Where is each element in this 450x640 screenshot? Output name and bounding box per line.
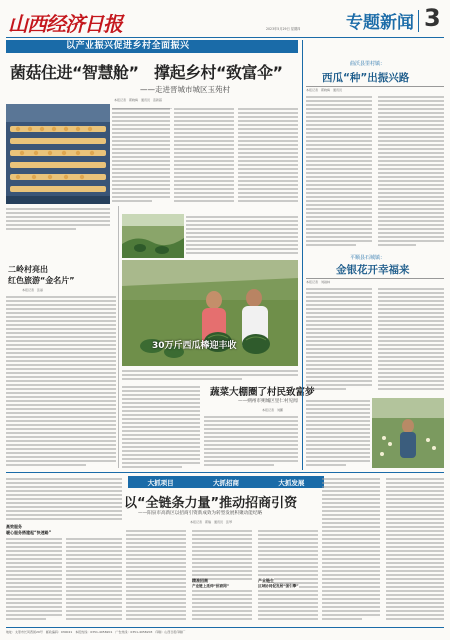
- feature-subheadline: ——朔州市朔城区里仁村见闻: [238, 399, 298, 404]
- feature-body: [204, 414, 298, 470]
- bottom-subhead-1: 精准招商: [192, 578, 208, 583]
- bottom-right-body: [322, 476, 444, 624]
- mushroom-caption: [6, 206, 110, 232]
- footer-text: 地址：太原市长风西街29号 邮政编码：030021 本报热线：0351-4058201 广告热线：0351-4058203 印刷：山西日报印刷厂: [6, 630, 186, 634]
- bottom-mid-body: [126, 528, 318, 624]
- bottom-left-subhead: 高效服务: [6, 524, 22, 529]
- watermelon-caption: [122, 368, 298, 380]
- middle-text-block: [186, 214, 298, 258]
- masthead-divider: [418, 10, 419, 32]
- melon-field-photo: [122, 214, 184, 258]
- left-article-headline-2: 红色旅游“金名片”: [8, 276, 75, 285]
- bottom-banner-item-1: 大抓项目: [147, 478, 174, 487]
- bottom-subhead-3: 产业链生: [258, 578, 274, 583]
- top-banner: [6, 40, 298, 53]
- bottom-subhead-2: 产业链上延伸“招商网”: [192, 584, 230, 588]
- right-top-body: [306, 94, 444, 250]
- feature-byline: 本报记者 刘鹏: [262, 408, 284, 412]
- feature-headline: 蔬菜大棚圈了村民致富梦: [210, 387, 315, 398]
- bottom-banner-item-2: 大抓招商: [212, 478, 239, 487]
- masthead-rule: [6, 37, 444, 38]
- right-mid-body: [306, 286, 444, 396]
- bottom-byline: 本报记者 郭瑞 通讯员 张琴: [190, 520, 233, 524]
- right-top-headline: 西瓜“种”出振兴路: [322, 72, 410, 84]
- right-mid-tag: 平顺县石城镇：: [350, 255, 386, 261]
- lead-body-text: [112, 106, 298, 206]
- right-top-rule: [306, 86, 444, 87]
- bottom-headline: 以“全链条力量”推动招商引资: [124, 496, 298, 511]
- bottom-section-rule: [6, 472, 444, 473]
- honeysuckle-photo: [372, 398, 444, 468]
- right-column-divider: [302, 40, 303, 470]
- left-article-byline: 本报记者 张丽: [22, 288, 44, 292]
- bottom-subheadline: ——阳泉市高新区以招商引资新成效为转型发展积聚动能纪略: [138, 511, 263, 516]
- masthead-logo: 山西经济日报: [8, 12, 122, 36]
- top-banner-text: 以产业振兴促进乡村全面振兴: [66, 41, 190, 51]
- lead-headline: 菌菇住进“智慧舱” 撑起乡村“致富伞”: [10, 63, 283, 82]
- lead-byline: 本报记者 郭晓梅 通讯员 苗新超: [114, 98, 163, 102]
- middle-lower-body: [122, 384, 200, 470]
- photo-overlay-title: 30万斤西瓜棒迎丰收: [152, 341, 237, 351]
- bottom-left-subhead-2: 暖心服务搭建起“快速路”: [6, 530, 52, 535]
- honeysuckle-side-text: [306, 398, 370, 468]
- left-article-body: [6, 294, 116, 470]
- bottom-left-body-top: [6, 476, 122, 520]
- footer-rule: [6, 627, 444, 628]
- lead-subheadline: ——走进晋城市城区玉苑村: [140, 85, 230, 94]
- mushroom-photo: [6, 104, 110, 204]
- right-top-tag: 曲沃县里村镇：: [350, 61, 386, 67]
- right-mid-byline: 本报记者 刘淑林: [306, 280, 331, 284]
- bottom-subhead-4: 区域协同促发展“强引擎”: [258, 584, 299, 588]
- section-title: 专题新闻: [346, 13, 414, 33]
- right-top-byline: 本报记者 郭晓梅 通讯员: [306, 88, 343, 92]
- left-column-divider: [118, 206, 119, 468]
- bottom-banner: [128, 476, 324, 488]
- left-article-headline-1: 二岭村亮出: [8, 265, 48, 274]
- watermelon-photo: [122, 260, 298, 366]
- masthead: [6, 6, 444, 36]
- right-mid-headline: 金银花开幸福来: [336, 264, 410, 276]
- bottom-left-body: [6, 536, 122, 624]
- bottom-banner-item-3: 大抓发展: [278, 478, 305, 487]
- right-mid-rule: [306, 278, 444, 279]
- page-number: 3: [424, 4, 441, 32]
- masthead-date: 2023年5月29日 星期四: [266, 27, 301, 31]
